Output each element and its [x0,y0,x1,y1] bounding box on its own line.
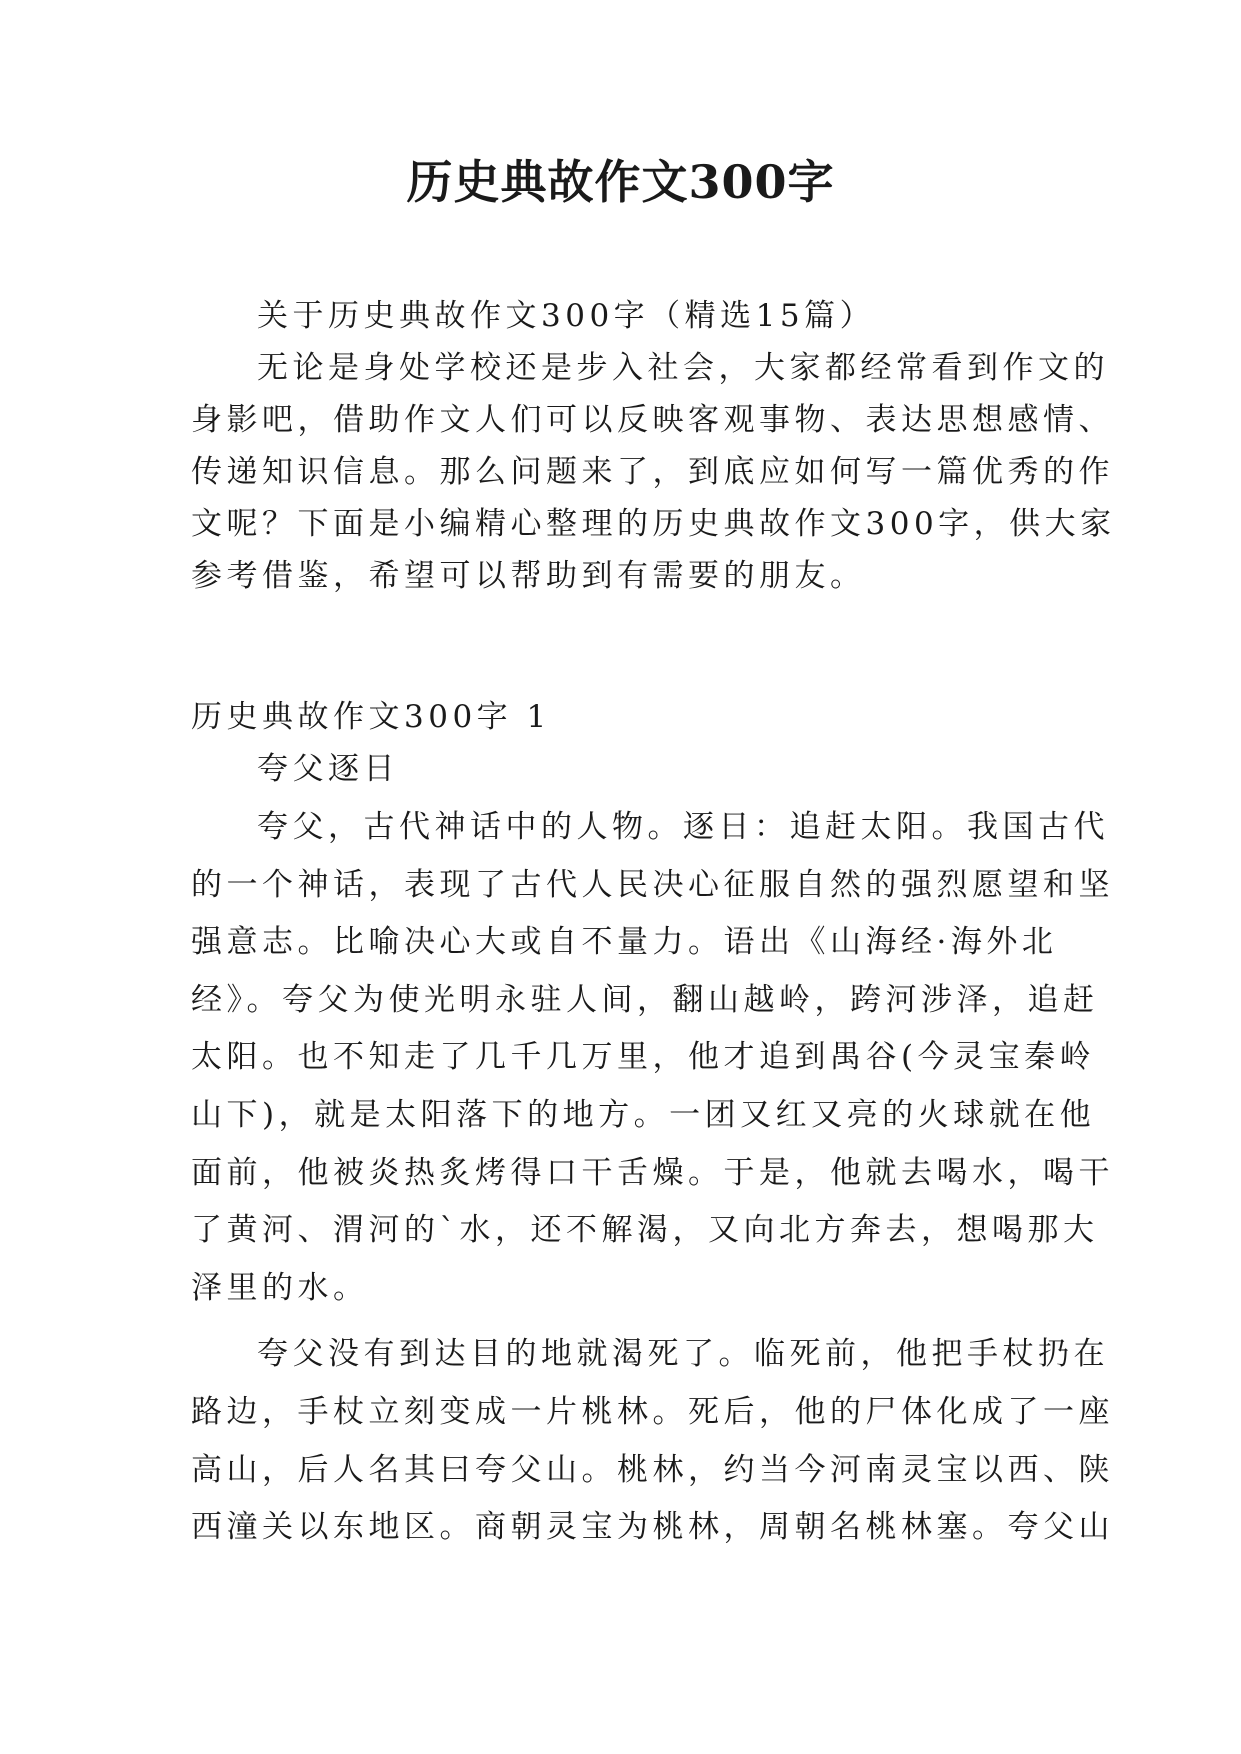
paragraph-line: 夸父，古代神话中的人物。逐日：追赶太阳。我国古代 [257,809,1109,845]
intro-line: 无论是身处学校还是步入社会，大家都经常看到作文的 [257,350,1109,386]
intro-line: 文呢？下面是小编精心整理的历史典故作文300字，供大家 [191,506,1116,542]
paragraph-line: 面前，他被炎热炙烤得口干舌燥。于是，他就去喝水，喝干 [191,1155,1114,1191]
paragraph-line: 太阳。也不知走了几千几万里，他才追到禺谷(今灵宝秦岭 [191,1039,1096,1075]
section-heading: 历史典故作文300字 1 [191,699,551,735]
paragraph-line: 高山，后人名其曰夸父山。桃林，约当今河南灵宝以西、陕 [191,1452,1114,1488]
document-title: 历史典故作文300字 [406,155,835,209]
intro-line: 传递知识信息。那么问题来了，到底应如何写一篇优秀的作 [191,454,1114,490]
paragraph-line: 路边，手杖立刻变成一片桃林。死后，他的尸体化成了一座 [191,1394,1114,1430]
paragraph-line: 的一个神话，表现了古代人民决心征服自然的强烈愿望和坚 [191,867,1114,903]
paragraph-line: 经》。夸父为使光明永驻人间，翻山越岭，跨河涉泽，追赶 [191,982,1099,1018]
story-title: 夸父逐日 [257,751,399,787]
paragraph-line: 了黄河、渭河的`水，还不解渴，又向北方奔去，想喝那大 [191,1212,1099,1248]
paragraph-line: 强意志。比喻决心大或自不量力。语出《山海经·海外北 [191,924,1058,960]
intro-line: 身影吧，借助作文人们可以反映客观事物、表达思想感情、 [191,402,1114,438]
paragraph-line: 泽里的水。 [191,1270,369,1306]
paragraph-line: 山下)，就是太阳落下的地方。一团又红又亮的火球就在他 [191,1097,1096,1133]
intro-subtitle: 关于历史典故作文300字（精选15篇） [257,298,876,334]
intro-line: 参考借鉴，希望可以帮助到有需要的朋友。 [191,558,866,594]
paragraph-line: 夸父没有到达目的地就渴死了。临死前，他把手杖扔在 [257,1336,1109,1372]
paragraph-line: 西潼关以东地区。商朝灵宝为桃林，周朝名桃林塞。夸父山 [191,1509,1114,1545]
